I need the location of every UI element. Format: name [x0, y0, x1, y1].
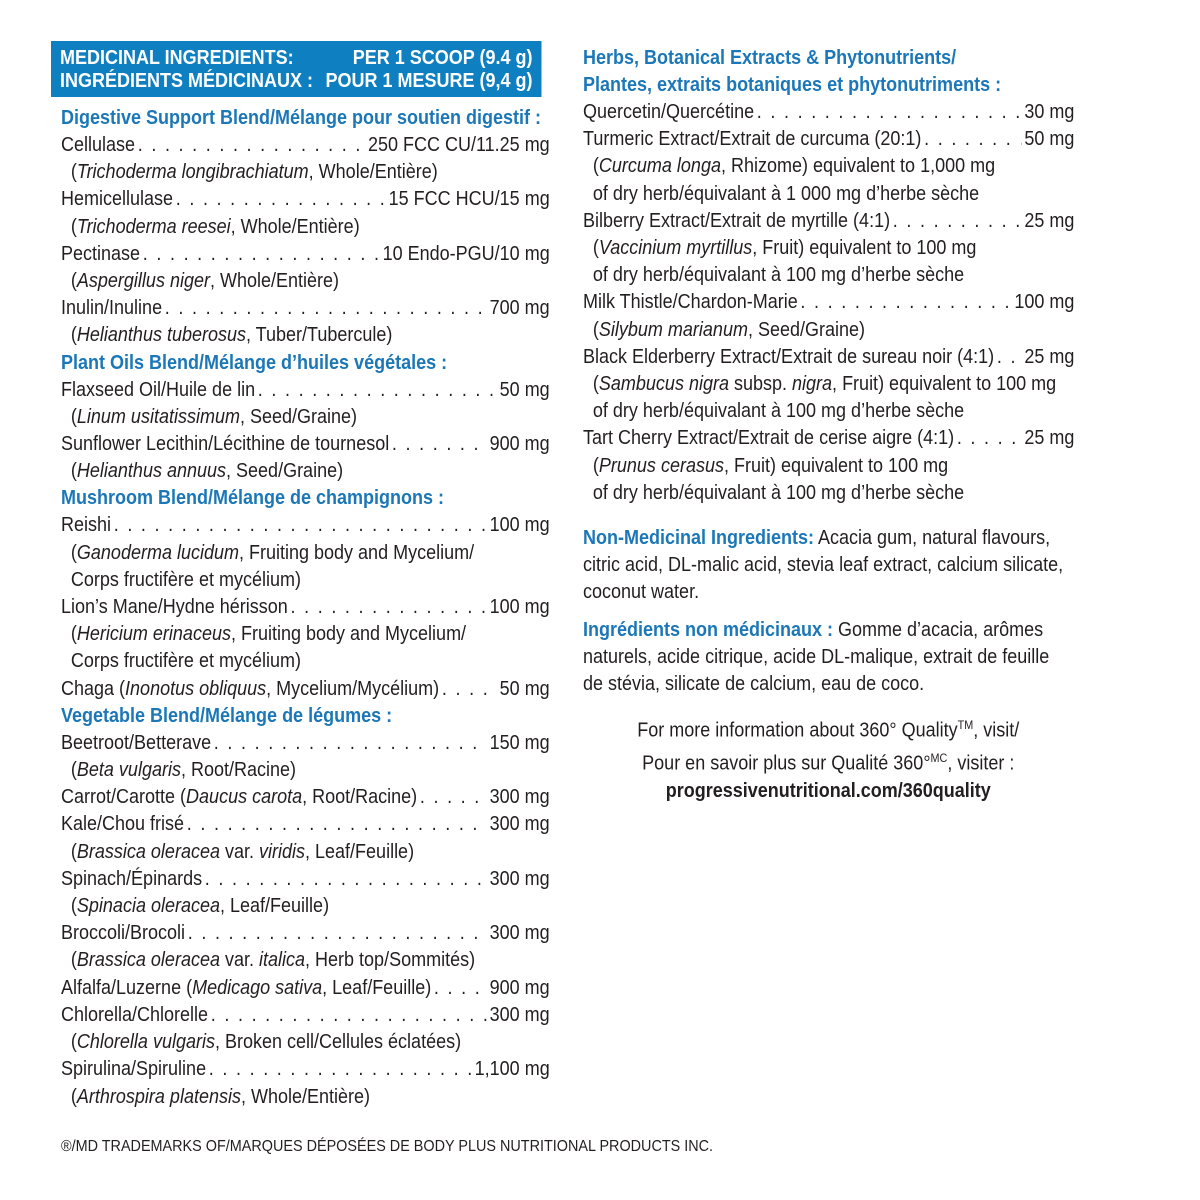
spirulina-source: (Arthrospira platensis, Whole/Entière): [70, 1085, 371, 1108]
quality-info: [583, 712, 1074, 805]
chlorella-source: (Chlorella vulgaris, Broken cell/Cellules éclatées): [70, 1031, 462, 1054]
ingredients-header: [51, 41, 542, 97]
cellulase-source: (Trichoderma longibrachiatum, Whole/Entière): [70, 161, 438, 184]
bilberry-source-2: of dry herb/équivalant à 100 mg d’herbe sèche: [592, 264, 965, 287]
carrot-row: Carrot/Carotte (Daucus carota, Root/Racine) . . . 300 mg: [61, 784, 550, 811]
lions-mane-row: Lion’s Mane/Hydne hérisson . . . 100 mg: [61, 594, 550, 621]
bilberry-source: (Vaccinium myrtillus, Fruit) equivalent to 100 mg: [592, 237, 977, 260]
reishi-source-2: Corps fructifère et mycélium): [70, 568, 301, 591]
cellulase-row: Cellulase . . . 250 FCC CU/11.25 mg: [61, 132, 550, 159]
header-label-en: MEDICINAL INGREDIENTS:: [60, 47, 294, 69]
kale-source: (Brassica oleracea var. viridis, Leaf/Feuille): [70, 840, 415, 863]
tart-cherry-row: Tart Cherry Extract/Extrait de cerise aigre (4:1) . . . 25 mg: [583, 425, 1074, 452]
quality-info-fr: Pour en savoir plus sur Qualité 360°$^{MC}$, visiter :: [642, 751, 1015, 775]
flaxseed-row: Flaxseed Oil/Huile de lin . . . 50 mg: [61, 377, 550, 404]
elderberry-row: Black Elderberry Extract/Extrait de sureau noir (4:1) . . . 25 mg: [583, 344, 1074, 371]
hemicellulase-source: (Trichoderma reesei, Whole/Entière): [70, 215, 360, 238]
reishi-source: (Ganoderma lucidum, Fruiting body and Mycelium/: [70, 541, 475, 564]
herbs-title-en: Herbs, Botanical Extracts & Phytonutrients/: [583, 47, 957, 69]
beetroot-row: Beetroot/Betterave . . . 150 mg: [61, 730, 550, 757]
trademark-footer: ®/MD TRADEMARKS OF/MARQUES DÉPOSÉES DE BODY PLUS NUTRITIONAL PRODUCTS INC.: [61, 1138, 714, 1155]
spinach-source: (Spinacia oleracea, Leaf/Feuille): [70, 895, 330, 918]
non-medicinal-fr: Ingrédients non médicinaux : Gomme d’acacia, arômes naturels, acide citrique, acide DL-malique, extrait de feuille de stévia, silicate de calcium, eau de coco.: [583, 618, 1050, 696]
lions-mane-source-2: Corps fructifère et mycélium): [70, 650, 301, 673]
alfalfa-row: Alfalfa/Luzerne (Medicago sativa, Leaf/Feuille) . . . 900 mg: [61, 975, 550, 1002]
right-column: [583, 45, 1083, 805]
milk-thistle-row: Milk Thistle/Chardon-Marie . . . 100 mg: [583, 289, 1074, 316]
turmeric-row: Turmeric Extract/Extrait de curcuma (20:1) . . . 50 mg: [583, 126, 1074, 153]
herbs-title-fr: Plantes, extraits botaniques et phytonutriments :: [583, 74, 1002, 96]
quercetin-row: Quercetin/Quercétine . . . 30 mg: [583, 99, 1074, 126]
header-serving-fr: POUR 1 MESURE (9,4 g): [325, 70, 533, 92]
vegetable-title: Vegetable Blend/Mélange de légumes :: [61, 704, 393, 727]
pectinase-row: Pectinase . . . 10 Endo-PGU/10 mg: [61, 241, 550, 268]
broccoli-source: (Brassica oleracea var. italica, Herb top/Sommités): [70, 949, 476, 972]
hemicellulase-row: Hemicellulase . . . 15 FCC HCU/15 mg: [61, 186, 550, 213]
chaga-row: Chaga (Inonotus obliquus, Mycelium/Mycélium) . . . 50 mg: [61, 676, 550, 703]
header-serving-en: PER 1 SCOOP (9.4 g): [352, 47, 533, 69]
inulin-row: Inulin/Inuline . . . 700 mg: [61, 295, 550, 322]
elderberry-source: (Sambucus nigra subsp. nigra, Fruit) equivalent to 100 mg: [592, 373, 1057, 396]
digestive-title: Digestive Support Blend/Mélange pour soutien digestif :: [61, 107, 542, 129]
elderberry-source-2: of dry herb/équivalant à 100 mg d’herbe sèche: [592, 400, 965, 423]
header-label-fr: INGRÉDIENTS MÉDICINAUX :: [60, 70, 314, 92]
left-column: [51, 41, 563, 1111]
plant-oils-title: Plant Oils Blend/Mélange d’huiles végétales :: [61, 351, 448, 374]
kale-row: Kale/Chou frisé . . . 300 mg: [61, 811, 550, 838]
tart-cherry-source: (Prunus cerasus, Fruit) equivalent to 100 mg: [592, 454, 949, 477]
non-medicinal-en: Non-Medicinal Ingredients: Acacia gum, natural flavours, citric acid, DL-malic acid, stevia leaf extract, calcium silicate, coconut water.: [583, 527, 1064, 604]
spirulina-row: Spirulina/Spiruline . . . 1,100 mg: [61, 1056, 550, 1083]
broccoli-row: Broccoli/Brocoli . . . 300 mg: [61, 920, 550, 947]
flaxseed-source: (Linum usitatissimum, Seed/Graine): [70, 405, 358, 428]
inulin-source: (Helianthus tuberosus, Tuber/Tubercule): [70, 324, 393, 347]
mushroom-title: Mushroom Blend/Mélange de champignons :: [61, 487, 445, 510]
quality-info-en: For more information about 360° Quality™, visit/: [637, 718, 1020, 742]
turmeric-source-2: of dry herb/équivalant à 1 000 mg d’herbe sèche: [592, 182, 980, 205]
chlorella-row: Chlorella/Chlorelle . . . 300 mg: [61, 1002, 550, 1029]
bilberry-row: Bilberry Extract/Extrait de myrtille (4:1) . . . 25 mg: [583, 208, 1074, 235]
lions-mane-source: (Hericium erinaceus, Fruiting body and Mycelium/: [70, 623, 467, 646]
tart-cherry-source-2: of dry herb/équivalant à 100 mg d’herbe sèche: [592, 481, 965, 504]
lecithin-source: (Helianthus annuus, Seed/Graine): [70, 460, 344, 483]
turmeric-source: (Curcuma longa, Rhizome) equivalent to 1,000 mg: [592, 155, 996, 178]
spinach-row: Spinach/Épinards . . . 300 mg: [61, 866, 550, 893]
quality-url-link[interactable]: progressivenutritional.com/360quality: [665, 779, 991, 802]
pectinase-source: (Aspergillus niger, Whole/Entière): [70, 270, 340, 293]
milk-thistle-source: (Silybum marianum, Seed/Graine): [592, 318, 866, 341]
reishi-row: Reishi . . . 100 mg: [61, 512, 550, 539]
beetroot-source: (Beta vulgaris, Root/Racine): [70, 759, 297, 782]
lecithin-row: Sunflower Lecithin/Lécithine de tournesol . . . 900 mg: [61, 431, 550, 458]
